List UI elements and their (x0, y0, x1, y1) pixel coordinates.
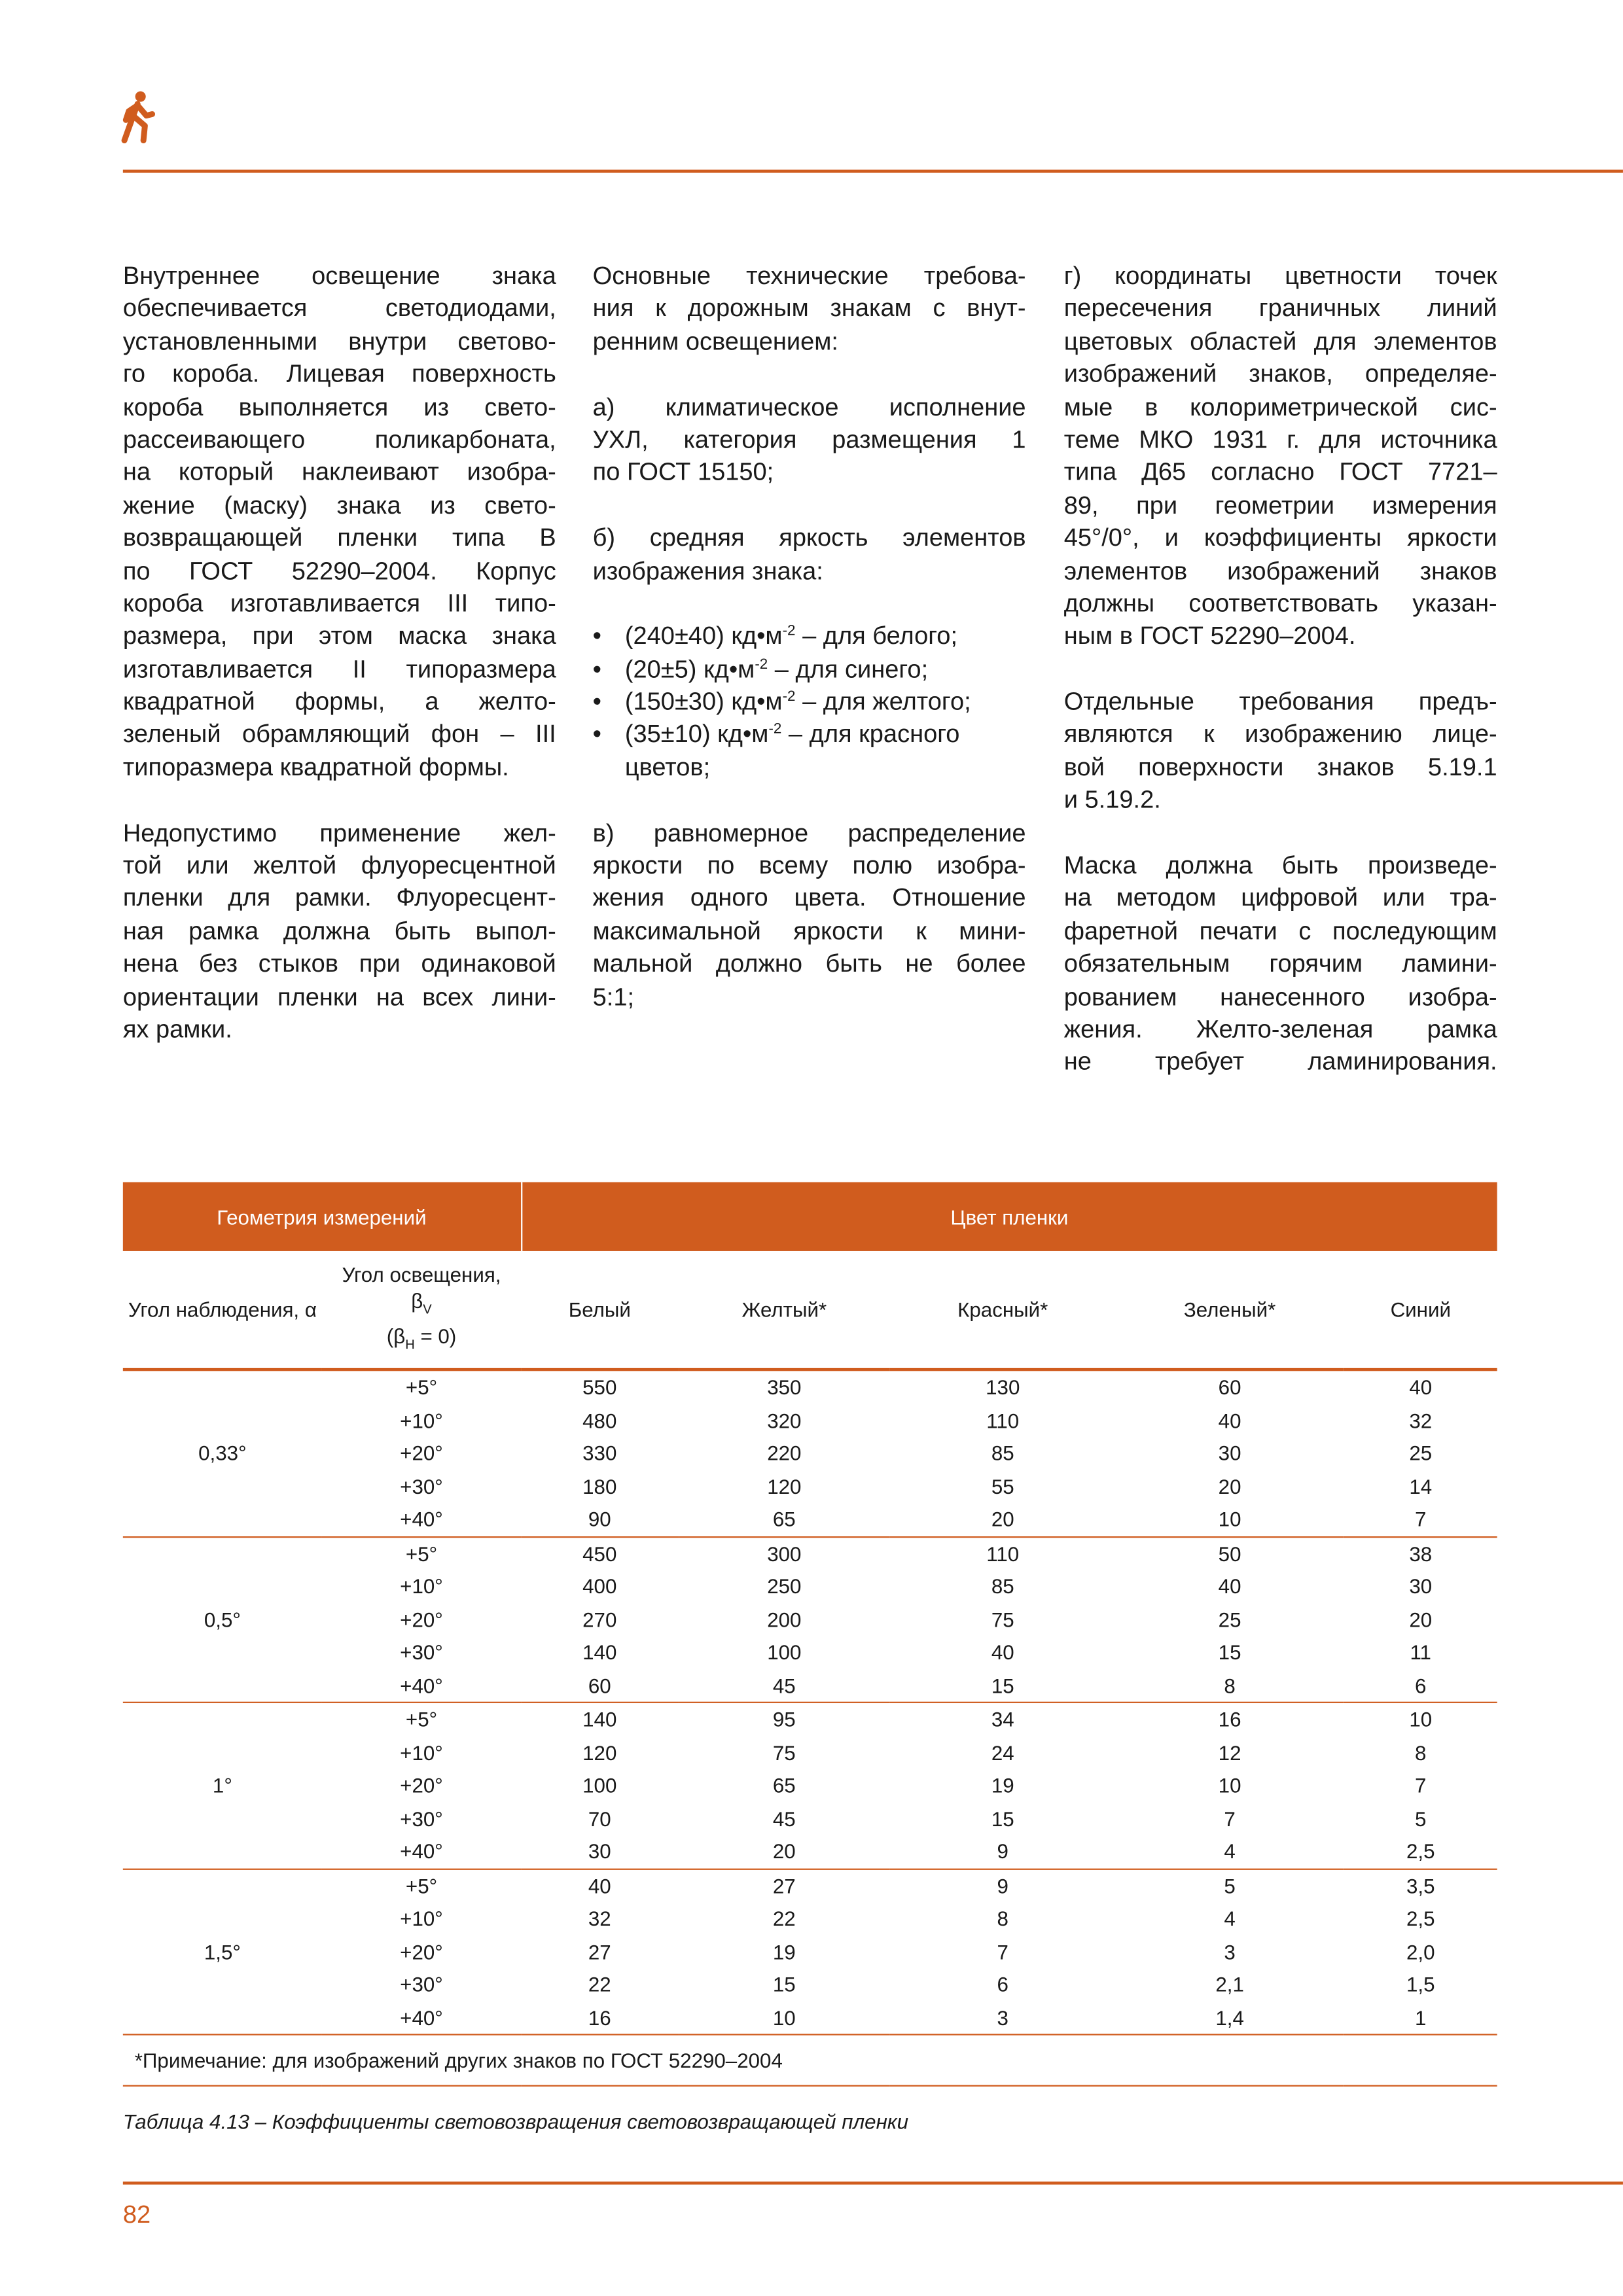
illumination-angle-header: Угол освещения, $\beta_V$ $(\beta_H = 0)$ (322, 1251, 521, 1369)
value-cell: 85 (991, 1441, 1014, 1465)
text-line: типа Д65 согласно ГОСТ 7721– (1063, 458, 1497, 487)
table-row (123, 1437, 1497, 1470)
value-cell: 10 (1115, 1503, 1344, 1536)
text-line: жения. Желто-зеленая рамка (1063, 1015, 1497, 1044)
color-column-header: Белый (521, 1251, 678, 1369)
table-row (123, 1404, 1497, 1437)
text-line: должны соответствовать указан- (1063, 589, 1497, 618)
value-cell: 330 (582, 1441, 617, 1465)
illumination-angle-cell: +20° (400, 1773, 443, 1797)
value-cell: 2,1 (1215, 1972, 1244, 1996)
text-line: 89, при геометрии измерения (1063, 491, 1497, 520)
text-line: Внутреннее освещение знака (122, 262, 556, 290)
value-cell: 60 (521, 1669, 678, 1702)
value-cell: 38 (1409, 1542, 1433, 1566)
text-line: пересечения граничных линий (1063, 294, 1497, 323)
value-cell: 40 (588, 1874, 611, 1898)
table-row (123, 1636, 1497, 1669)
illumination-angle-cell: +30° (400, 1640, 443, 1665)
observation-angle-cell: 0,5° (123, 1536, 322, 1703)
text-line: обеспечивается светодиодами, (122, 294, 556, 323)
table-row (123, 1503, 1497, 1536)
text-line: типоразмера квадратной формы. (122, 753, 509, 781)
text-line: не требует ламинирования. (1063, 1048, 1497, 1076)
value-cell: 8 (1415, 1740, 1427, 1765)
text-line: по ГОСТ 15150; (592, 458, 774, 487)
text-line: 45°/0°, и коэффициенты яркости (1063, 523, 1497, 552)
paragraph (1064, 260, 1497, 654)
value-cell: 10 (1218, 1773, 1241, 1797)
text-line: обязательным горячим ламини- (1063, 949, 1497, 978)
value-cell: 30 (521, 1835, 678, 1868)
text-line: Маска должна быть произведе- (1063, 851, 1497, 880)
table-row (123, 1935, 1497, 1968)
illumination-angle-cell: +20° (400, 1441, 443, 1465)
illumination-angle-cell: +10° (400, 1740, 443, 1765)
text-line: ным в ГОСТ 52290–2004. (1063, 622, 1356, 650)
observation-angle-cell: 1° (123, 1703, 322, 1869)
list-item: • (150±30) $кд•м^{-2}$ – для желтого; (593, 686, 1026, 719)
value-cell: 20 (1218, 1474, 1241, 1498)
text-column-1 (123, 260, 556, 1080)
value-cell: 1,5 (1406, 1972, 1435, 1996)
value-cell: 85 (991, 1574, 1014, 1598)
observation-angle-cell: 0,33° (123, 1369, 322, 1536)
value-cell: 180 (582, 1474, 617, 1498)
text-line: УХЛ, категория размещения 1 (592, 425, 1026, 454)
value-cell: 9 (890, 1835, 1115, 1868)
value-cell: 15 (991, 1807, 1014, 1830)
table-row (123, 1769, 1497, 1802)
value-cell: 110 (986, 1542, 1020, 1566)
value-cell: 130 (986, 1375, 1020, 1400)
list-item: • (35±10) $кд•м^{-2}$ – для красного (593, 719, 1026, 752)
text-line: Недопустимо применение жел- (122, 819, 556, 847)
value-cell: 34 (991, 1708, 1014, 1731)
value-cell: 3 (1224, 1939, 1236, 1964)
illumination-angle-cell: +30° (400, 1474, 443, 1498)
value-cell: 24 (991, 1740, 1014, 1765)
text-line: являются к изображению лице- (1063, 720, 1497, 749)
table-row (123, 1369, 1497, 1404)
value-cell: 8 (1115, 1669, 1344, 1702)
value-cell: 270 (582, 1608, 617, 1631)
value-cell: 140 (582, 1708, 617, 1731)
illumination-angle-cell: +5° (405, 1542, 438, 1566)
table-row (123, 1869, 1497, 1902)
text-line: и 5.19.2. (1063, 786, 1161, 814)
text-line: мальной должно быть не более (592, 949, 1026, 978)
table-row (123, 1669, 1497, 1702)
pedestrian-icon (120, 91, 155, 144)
text-line: на который наклеивают изобра- (122, 458, 556, 487)
page-number: 82 (122, 2200, 151, 2229)
value-cell: 32 (588, 1907, 611, 1931)
text-line: 5:1; (592, 982, 635, 1011)
value-cell: 2,0 (1406, 1939, 1435, 1964)
text-line: Основные технические требова- (592, 262, 1026, 290)
paragraph (1064, 850, 1497, 1079)
text-line: ориентации пленки на всех лини- (122, 982, 556, 1011)
paragraph (593, 391, 1026, 489)
value-cell: 6 (997, 1972, 1008, 1996)
film-color-header: Цвет пленки (521, 1182, 1497, 1251)
illumination-angle-cell: +5° (405, 1874, 438, 1898)
footer-rule (123, 2181, 1623, 2183)
table-row (123, 1835, 1497, 1868)
value-cell: 30 (1218, 1441, 1241, 1465)
table-row (123, 1603, 1497, 1636)
text-line: а) климатическое исполнение (592, 393, 1026, 421)
text-column-3 (1064, 260, 1497, 1112)
observation-angle-header: Угол наблюдения, α (123, 1251, 322, 1369)
table-row (123, 2001, 1497, 2034)
text-line: установленными внутри светово- (122, 327, 556, 355)
value-cell: 450 (582, 1542, 617, 1566)
value-cell: 9 (997, 1874, 1008, 1898)
text-line: короба выполняется из свето- (122, 393, 556, 421)
table-row (123, 1736, 1497, 1769)
value-cell: 10 (1409, 1708, 1433, 1731)
text-line: максимальной яркости к мини- (592, 917, 1026, 945)
paragraph (593, 523, 1026, 588)
value-cell: 19 (991, 1773, 1014, 1797)
text-line: нена без стыков при одинаковой (122, 949, 556, 978)
text-line: го короба. Лицевая поверхность (122, 360, 556, 388)
value-cell: 1,4 (1115, 2001, 1344, 2034)
value-cell: 40 (1218, 1408, 1241, 1432)
text-line: жения одного цвета. Отношение (592, 884, 1026, 913)
text-line: Отдельные требования предъ- (1063, 688, 1497, 716)
value-cell: 15 (1218, 1640, 1241, 1665)
list-item: • (20±5) $кд•м^{-2}$ – для синего; (593, 654, 1026, 686)
list-item-continuation: цветов; (624, 753, 711, 781)
illumination-angle-cell: +10° (400, 1574, 443, 1598)
text-line: ях рамки. (122, 1015, 232, 1044)
value-cell: 120 (767, 1474, 802, 1498)
text-line: цветовых областей для элементов (1063, 327, 1497, 355)
value-cell: 45 (678, 1669, 890, 1702)
text-line: изображений знаков, определяе- (1063, 360, 1497, 388)
value-cell: 7 (1224, 1807, 1236, 1830)
value-cell: 25 (1409, 1441, 1433, 1465)
color-column-header: Желтый* (678, 1251, 890, 1369)
illumination-angle-cell: +20° (400, 1608, 443, 1631)
value-cell: 320 (767, 1408, 802, 1432)
list-item: • (240±40) $кд•м^{-2}$ – для белого; (593, 621, 1026, 654)
illumination-angle-cell: +5° (405, 1708, 438, 1731)
header-rule (123, 169, 1623, 172)
table-caption: Таблица 4.13 – Коэффициенты световозвращения световозвращающей пленки (122, 2110, 909, 2134)
text-line: фаретной печати с последующим (1063, 917, 1497, 945)
observation-angle-cell: 1,5° (123, 1869, 322, 2035)
value-cell: 75 (991, 1608, 1014, 1631)
text-line: в) равномерное распределение (592, 819, 1026, 847)
value-cell: 250 (767, 1574, 802, 1598)
table-note: *Примечание: для изображений других знаков по ГОСТ 52290–2004 (123, 2034, 1497, 2085)
value-cell: 16 (521, 2001, 678, 2034)
brightness-list (593, 621, 1026, 785)
text-line: той или желтой флуоресцентной (122, 851, 556, 880)
text-line: зеленый обрамляющий фон – III (122, 720, 556, 749)
value-cell: 32 (1409, 1408, 1433, 1432)
table-row (123, 1968, 1497, 2001)
text-line: на методом цифровой или тра- (1063, 884, 1497, 913)
illumination-angle-cell: +30° (400, 1807, 443, 1830)
value-cell: 25 (1218, 1608, 1241, 1631)
value-cell: 20 (890, 1503, 1115, 1536)
value-cell: 1 (1344, 2001, 1497, 2034)
text-line: жение (маску) знака из свето- (122, 491, 556, 520)
value-cell: 14 (1409, 1474, 1433, 1498)
table-row (123, 1536, 1497, 1570)
illumination-angle-cell: +40° (322, 2001, 521, 2034)
value-cell: 5 (1415, 1807, 1427, 1830)
text-line: б) средняя яркость элементов (592, 523, 1026, 552)
value-cell: 27 (588, 1939, 611, 1964)
value-cell: 15 (772, 1972, 796, 1996)
value-cell: 8 (997, 1907, 1008, 1931)
value-cell: 22 (772, 1907, 796, 1931)
text-line: возвращающей пленки типа В (122, 523, 556, 552)
value-cell: 60 (1218, 1375, 1241, 1400)
value-cell: 50 (1218, 1542, 1241, 1566)
value-cell: 20 (1409, 1608, 1433, 1631)
paragraph (593, 817, 1026, 1014)
paragraph (123, 817, 556, 1046)
text-line: изготавливается II типоразмера (122, 655, 556, 683)
text-line: размера, при этом маска знака (122, 622, 556, 650)
color-column-header: Красный* (890, 1251, 1115, 1369)
illumination-angle-cell: +30° (400, 1972, 443, 1996)
text-column-2 (593, 260, 1026, 1047)
value-cell: 19 (772, 1939, 796, 1964)
table-row (123, 1570, 1497, 1602)
color-column-header: Синий (1344, 1251, 1497, 1369)
paragraph (593, 260, 1026, 359)
value-cell: 10 (678, 2001, 890, 2034)
illumination-angle-cell: +10° (400, 1408, 443, 1432)
text-line: рассеивающего поликарбоната, (122, 425, 556, 454)
value-cell: 55 (991, 1474, 1014, 1498)
text-line: рованием нанесенного изобра- (1063, 982, 1497, 1011)
value-cell: 5 (1224, 1874, 1236, 1898)
illumination-angle-cell: +5° (405, 1375, 438, 1400)
value-cell: 480 (582, 1408, 617, 1432)
value-cell: 90 (521, 1503, 678, 1536)
text-line: мые в колориметрической сис- (1063, 393, 1497, 421)
value-cell: 120 (582, 1740, 617, 1765)
value-cell: 400 (582, 1574, 617, 1598)
illumination-angle-cell: +20° (400, 1939, 443, 1964)
value-cell: 40 (1409, 1375, 1433, 1400)
text-line: г) координаты цветности точек (1063, 262, 1497, 290)
paragraph (123, 260, 556, 785)
value-cell: 350 (767, 1375, 802, 1400)
value-cell: 3,5 (1406, 1874, 1435, 1898)
value-cell: 110 (986, 1408, 1020, 1432)
geometry-header: Геометрия измерений (123, 1182, 521, 1251)
text-line: ренним освещением: (592, 327, 838, 355)
paragraph (1064, 686, 1497, 817)
value-cell: 65 (772, 1773, 796, 1797)
value-cell: 16 (1218, 1708, 1241, 1731)
value-cell: 7 (1344, 1503, 1497, 1536)
value-cell: 100 (582, 1773, 617, 1797)
table-row (123, 1902, 1497, 1935)
value-cell: 3 (890, 2001, 1115, 2034)
text-line: по ГОСТ 52290–2004. Корпус (122, 556, 556, 585)
value-cell: 75 (772, 1740, 796, 1765)
value-cell: 20 (678, 1835, 890, 1868)
illumination-angle-cell: +10° (400, 1907, 443, 1931)
value-cell: 200 (767, 1608, 802, 1631)
value-cell: 45 (772, 1807, 796, 1830)
value-cell: 7 (1415, 1773, 1427, 1797)
table-row (123, 1470, 1497, 1502)
value-cell: 300 (767, 1542, 802, 1566)
text-line: ния к дорожным знакам с внут- (592, 294, 1026, 323)
value-cell: 4 (1115, 1835, 1344, 1868)
illumination-angle-cell: +40° (322, 1669, 521, 1702)
text-line: ная рамка должна быть выпол- (122, 917, 556, 945)
value-cell: 550 (582, 1375, 617, 1400)
illumination-angle-cell: +40° (322, 1835, 521, 1868)
value-cell: 220 (767, 1441, 802, 1465)
text-line: пленки для рамки. Флуоресцент- (122, 884, 556, 913)
value-cell: 27 (772, 1874, 796, 1898)
value-cell: 70 (588, 1807, 611, 1830)
value-cell: 15 (890, 1669, 1115, 1702)
value-cell: 6 (1344, 1669, 1497, 1702)
color-column-header: Зеленый* (1115, 1251, 1344, 1369)
text-line: яркости по всему полю изобра- (592, 851, 1026, 880)
text-line: элементов изображений знаков (1063, 556, 1497, 585)
value-cell: 7 (997, 1939, 1008, 1964)
value-cell: 4 (1224, 1907, 1236, 1931)
illumination-angle-cell: +40° (322, 1503, 521, 1536)
text-line: теме МКО 1931 г. для источника (1063, 425, 1497, 454)
table-row (123, 1703, 1497, 1736)
text-line: короба изготавливается III типо- (122, 589, 556, 618)
value-cell: 100 (767, 1640, 802, 1665)
value-cell: 11 (1410, 1640, 1432, 1665)
value-cell: 2,5 (1406, 1907, 1435, 1931)
value-cell: 40 (1218, 1574, 1241, 1598)
value-cell: 140 (582, 1640, 617, 1665)
value-cell: 2,5 (1344, 1835, 1497, 1868)
text-line: изображения знака: (592, 556, 823, 585)
retroreflection-table (123, 1182, 1497, 2087)
value-cell: 95 (772, 1708, 796, 1731)
value-cell: 40 (991, 1640, 1014, 1665)
text-line: квадратной формы, а желто- (122, 688, 556, 716)
value-cell: 12 (1218, 1740, 1241, 1765)
text-line: вой поверхности знаков 5.19.1 (1063, 753, 1497, 781)
value-cell: 65 (678, 1503, 890, 1536)
value-cell: 30 (1409, 1574, 1433, 1598)
value-cell: 22 (588, 1972, 611, 1996)
table-row (123, 1802, 1497, 1835)
